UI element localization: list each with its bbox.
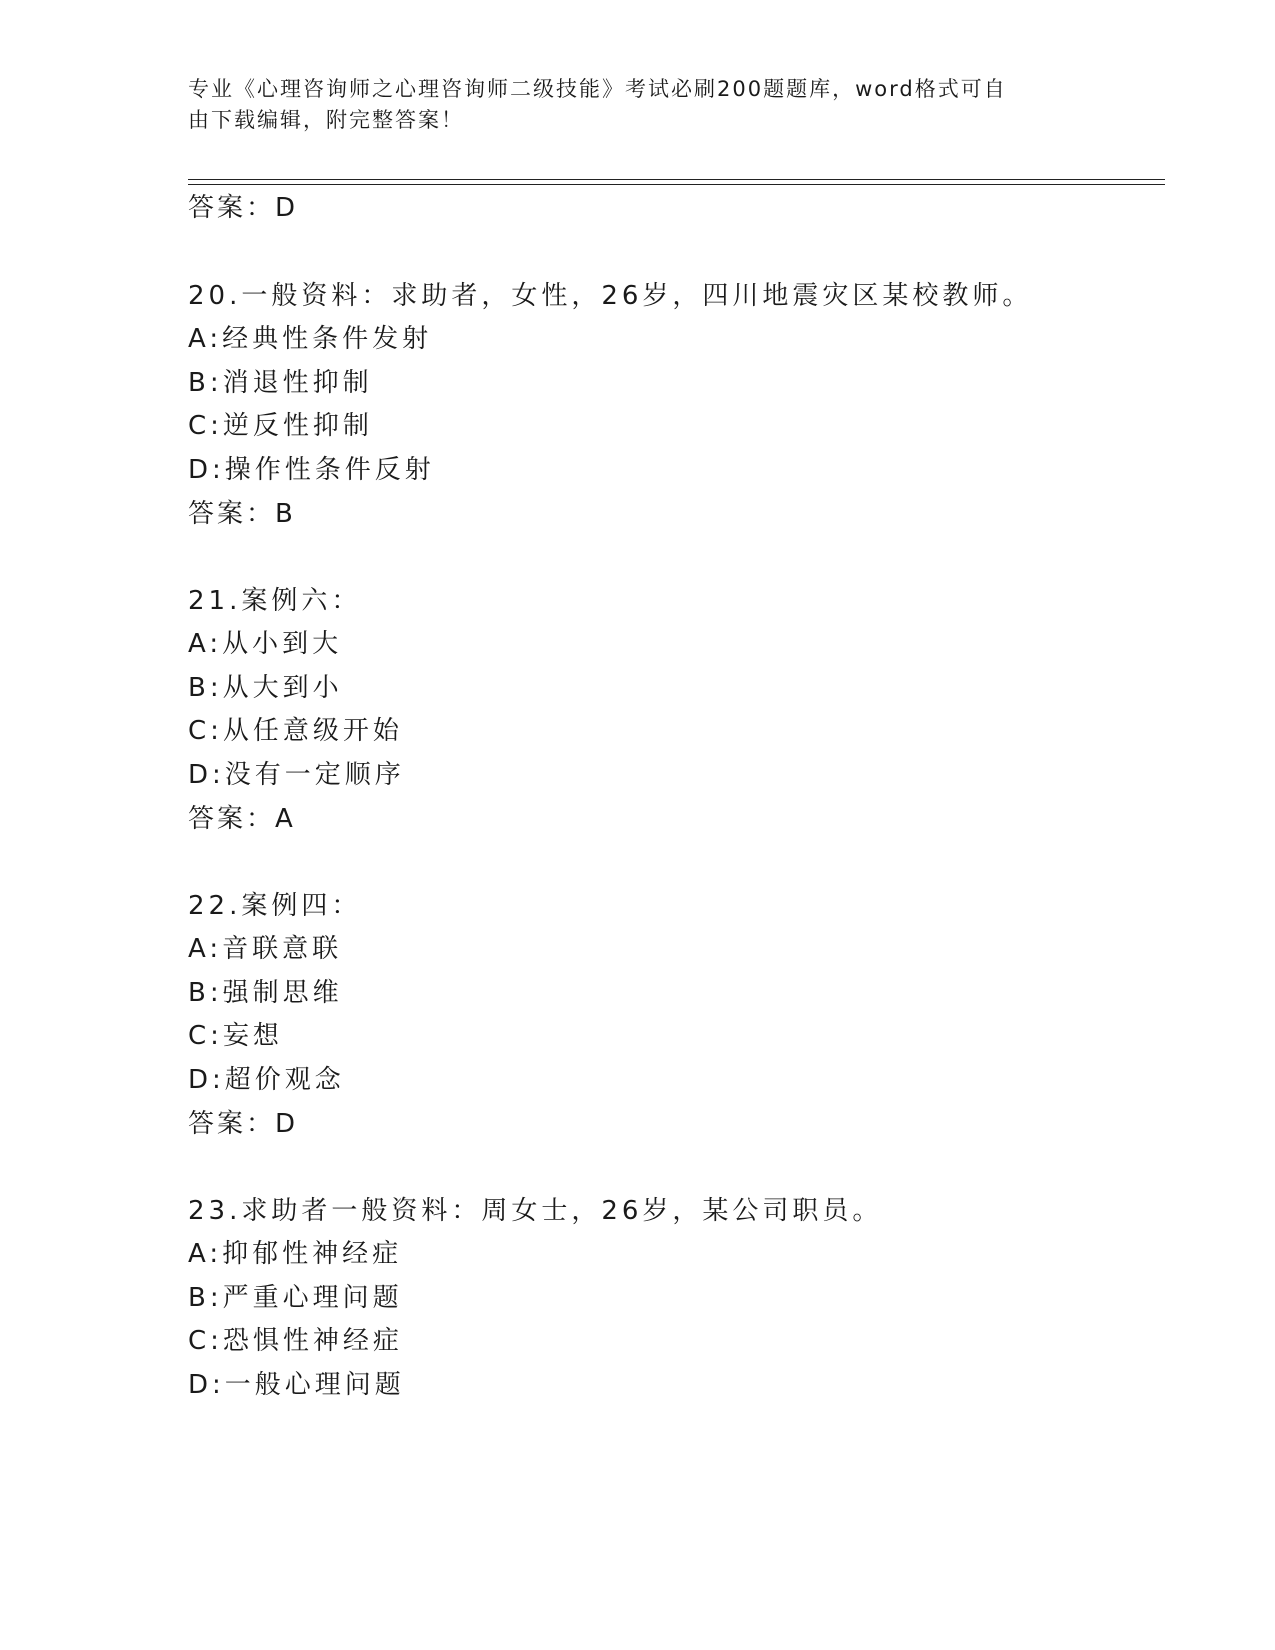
option-b: B:强制思维 — [188, 978, 343, 1008]
option-a: A:音联意联 — [188, 934, 343, 964]
question-stem: 20.一般资料：求助者，女性，26岁，四川地震灾区某校教师。 — [188, 281, 1033, 311]
question-stem: 21.案例六： — [188, 586, 362, 616]
option-d: D:超价观念 — [188, 1065, 345, 1095]
option-b: B:消退性抑制 — [188, 368, 373, 398]
option-d: D:没有一定顺序 — [188, 760, 405, 790]
header-line-1: 专业《心理咨询师之心理咨询师二级技能》考试必刷200题题库，word格式可自 — [188, 77, 1007, 101]
answer: 答案：A — [188, 804, 296, 834]
question-stem: 23.求助者一般资料：周女士，26岁，某公司职员。 — [188, 1196, 883, 1226]
option-d: D:一般心理问题 — [188, 1370, 405, 1400]
option-a: A:从小到大 — [188, 629, 343, 659]
question-stem: 22.案例四： — [188, 891, 362, 921]
option-c: C:逆反性抑制 — [188, 411, 373, 441]
option-a: A:经典性条件发射 — [188, 324, 433, 354]
option-c: C:恐惧性神经症 — [188, 1326, 403, 1356]
header-divider-top — [188, 179, 1165, 180]
header-line-2: 由下载编辑，附完整答案！ — [188, 108, 464, 132]
header-divider-bottom — [188, 184, 1165, 185]
option-a: A:抑郁性神经症 — [188, 1239, 403, 1269]
option-b: B:从大到小 — [188, 673, 343, 703]
option-d: D:操作性条件反射 — [188, 455, 435, 485]
answer: 答案：B — [188, 499, 296, 529]
option-c: C:从任意级开始 — [188, 716, 403, 746]
option-c: C:妄想 — [188, 1021, 283, 1051]
document-header — [188, 74, 1068, 136]
answer: 答案：D — [188, 1109, 299, 1139]
answer-previous: 答案：D — [188, 193, 299, 223]
option-b: B:严重心理问题 — [188, 1283, 403, 1313]
